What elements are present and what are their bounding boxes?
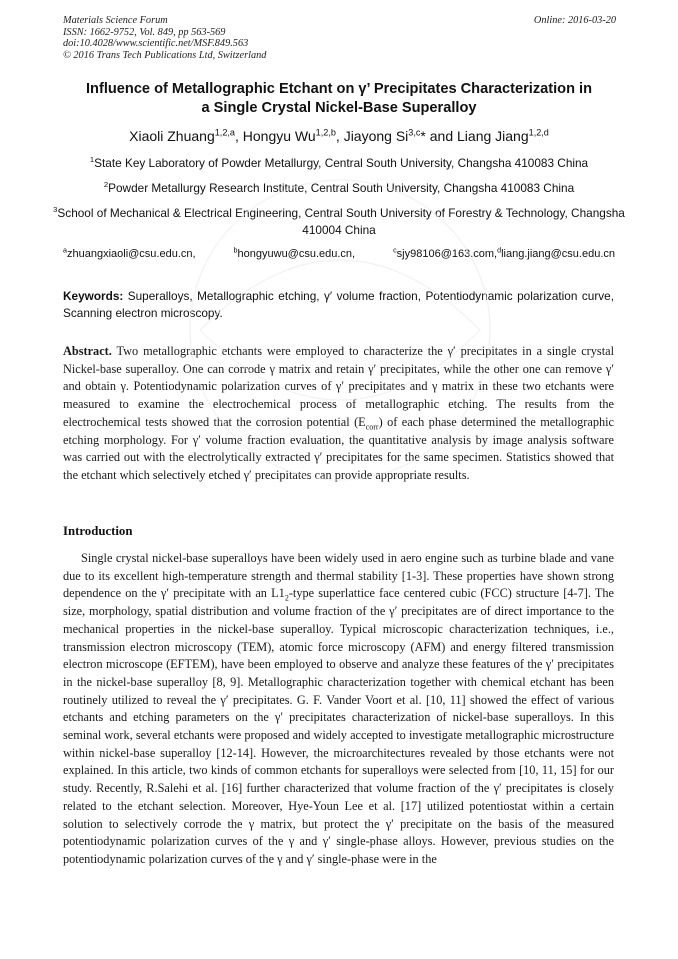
abstract-text-cont: ) of each phase determined the metallographic etching morphology. For γ′ volume fraction evaluation, the quantitative analysis by image analysis software was carried out with the electrolytically extracted γ′ precipitates for the same specimen. Statistics showed that the etchant which selectively etched γ′ precipitates can provide appropriate results. [63, 414, 614, 482]
journal-copyright: © 2016 Trans Tech Publications Ltd, Switzerland [63, 49, 267, 61]
affiliation-text: Powder Metallurgy Research Institute, Central South University, Changsha 410083 China [108, 181, 575, 195]
email-address[interactable]: hongyuwu@csu.edu.cn, [237, 248, 394, 260]
email-sup: d [497, 246, 502, 255]
email-address[interactable]: liang.jiang@csu.edu.cn [501, 248, 615, 260]
title-line-2: a Single Crystal Nickel-Base Superalloy [201, 100, 477, 116]
email-address[interactable]: zhuangxiaoli@csu.edu.cn, [66, 248, 234, 260]
journal-doi: doi:10.4028/www.scientific.net/MSF.849.563 [63, 38, 249, 50]
paper-title [40, 80, 638, 118]
affiliation-text: School of Mechanical & Electrical Engineering, Central South University of Forestry & Technology, Changsha 410004 China [57, 206, 625, 237]
section-heading-introduction: Introduction [63, 524, 133, 538]
intro-text-cont: -type superlattice face centered cubic (FCC) structure [4-7]. The size, morphology, spatial distribution and volume fraction of the γ′ precipitates are of direct importance to the mechanical properties in the nickel-base superalloy. Typical microscopic characterization techniques, i.e., transmission electron microscopy (TEM), atomic force microscopy (AFM) and energy filtered transmission electron microscope (EFTEM), have been employed to observe and analyze these features of the γ′ precipitates in the nickel-base superalloy [8, 9]. Metallographic characterization together with chemical etchant has been routinely utilized to reveal the γ′ precipitates. G. F. Vander Voort et al. [10, 11] showed the effect of various etchants and etching parameters on the γ′ precipitates characterization of nickel-base superalloys. In this seminal work, several etchants were proposed and widely accepted to investigate metallographic microstructure within nickel-base superalloy [12-14]. However, the microarchitectures revealed by those etchants were not explained. In this article, two kinds of common etchants for superalloys were selected from [10, 11, 15] for our study. Recently, R.Salehi et al. [16] further characterized that volume fraction of the γ′ precipitates is closely related to the etchant selection. Moreover, Hye-Youn Lee et al. [17] utilized potentiostat within a certain solution to selectively corrode the γ matrix, but protect the γ′ precipitate on the basis of the measured potentiodynamic polarization curves of the γ and γ′ single-phase alloys. However, previous studies on the potentiodynamic polarization curves of the γ and γ′ single-phase were in the [63, 586, 614, 866]
affiliation-num: 2 [103, 180, 109, 190]
email-sup: b [233, 246, 238, 255]
journal-header [63, 15, 266, 61]
author-name: Xiaoli Zhuang [129, 128, 215, 144]
author-list [20, 128, 658, 144]
author-name: Jiayong Si [343, 128, 409, 144]
intro-subscript: 2 [284, 593, 289, 603]
title-line-1: Influence of Metallographic Etchant on γ’ Precipitates Characterization in [85, 81, 593, 97]
email-address[interactable]: sjy98106@163.com, [396, 248, 498, 260]
author-sep: , [234, 128, 243, 144]
abstract-text: Two metallographic etchants were employed to characterize the γ′ precipitates in a single crystal Nickel-base superalloy. One can corrode γ matrix and retain γ′ precipitates, while the other one can remove γ′ and obtain γ. Potentiodynamic polarization curves of γ′ precipitates and γ matrix in these two etchants were measured to examine the electrochemical process of metallographic etching. The results from the electrochemical tests showed that the corrosion potential (E [63, 344, 614, 429]
affiliation-1 [40, 155, 638, 172]
author-sep: * and [420, 128, 458, 144]
journal-issn: ISSN: 1662-9752, Vol. 849, pp 563-569 [63, 26, 226, 38]
affiliation-2 [40, 180, 638, 197]
author-affil-sup: 1,2,d [528, 127, 549, 138]
journal-name: Materials Science Forum [63, 15, 168, 26]
email-sup: a [63, 246, 67, 255]
online-date: Online: 2016-03-20 [533, 15, 616, 26]
keywords-text: Superalloys, Metallographic etching, γ′ volume fraction, Potentiodynamic polarization curve, Scanning electron microscopy. [63, 289, 614, 320]
author-affil-sup: 1,2,a [214, 127, 235, 138]
author-sep: , [335, 128, 344, 144]
abstract [63, 343, 614, 485]
affiliation-3 [40, 205, 638, 239]
email-sup: c [393, 246, 397, 255]
author-name: Liang Jiang [457, 128, 529, 144]
affiliation-text: State Key Laboratory of Powder Metallurgy, Central South University, Changsha 410083 China [94, 156, 589, 170]
affiliation-num: 3 [53, 205, 58, 215]
abstract-label: Abstract. [63, 344, 112, 358]
introduction-paragraph [63, 550, 614, 869]
author-affil-sup: 1,2,b [315, 127, 336, 138]
intro-text: Single crystal nickel-base superalloys have been widely used in aero engine such as turbine blade and vane due to its excellent high-temperature strength and thermal stability [1-3]. These properties have shown strong dependence on the γ′ precipitate with an L1 [63, 551, 614, 601]
affiliation-num: 1 [89, 155, 95, 165]
author-affil-sup: 3,c [408, 127, 421, 138]
abstract-subscript: corr [365, 422, 379, 432]
author-name: Hongyu Wu [242, 128, 316, 144]
author-emails [63, 248, 615, 260]
keywords-label: Keywords: [63, 289, 124, 303]
keywords [63, 288, 614, 322]
